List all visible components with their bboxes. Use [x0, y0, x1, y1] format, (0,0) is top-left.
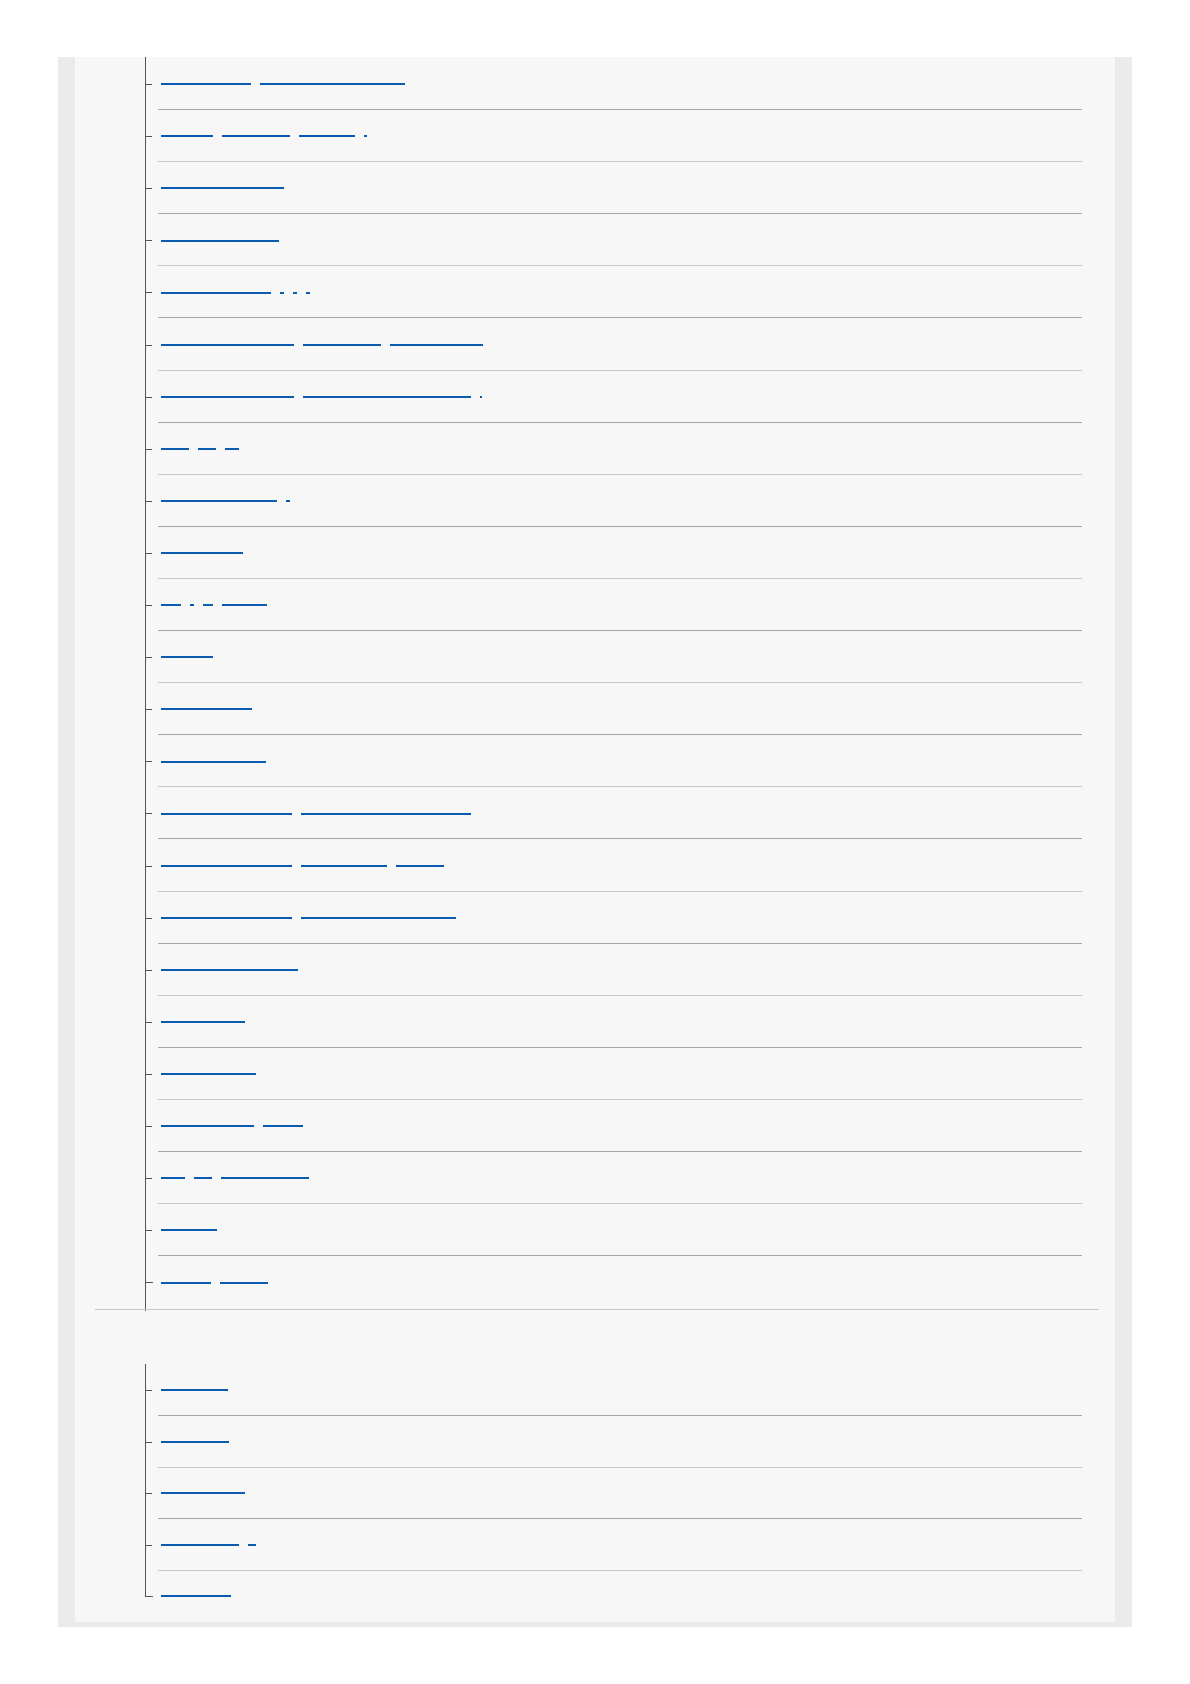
toc-link[interactable]: [161, 1580, 240, 1598]
toc-item: [145, 319, 1082, 371]
link-underline-segment: [480, 396, 482, 398]
toc-item: [145, 1467, 1082, 1519]
toc-item: [145, 58, 1082, 110]
link-underline-segment: [220, 1282, 268, 1284]
toc-item: [145, 475, 1082, 527]
link-underline-segment: [161, 1544, 239, 1546]
link-underline-segment: [306, 292, 310, 294]
link-underline-segment: [225, 448, 239, 450]
tree-branch: [145, 1442, 152, 1443]
link-underline-segment: [280, 292, 284, 294]
link-underline-segment: [286, 500, 290, 502]
toc-item: [145, 631, 1082, 683]
toc-item: [145, 735, 1082, 787]
link-underline-segment: [161, 1282, 211, 1284]
toc-item: [145, 1519, 1082, 1571]
toc-link[interactable]: [161, 693, 261, 711]
link-underline-segment: [221, 1177, 309, 1179]
link-underline-segment: [161, 1177, 185, 1179]
toc-item: [145, 423, 1082, 475]
link-underline-segment: [161, 761, 266, 763]
group-divider: [95, 1309, 1099, 1310]
toc-link[interactable]: [161, 1162, 318, 1180]
link-underline-segment: [161, 917, 292, 919]
toc-item: [145, 1152, 1082, 1204]
tree-branch: [145, 1570, 153, 1597]
toc-item: [145, 1256, 1082, 1308]
toc-item: [145, 579, 1082, 631]
tree-branch: [145, 501, 152, 502]
toc-link[interactable]: [161, 1529, 265, 1547]
tree-branch: [145, 397, 152, 398]
link-underline-segment: [263, 1125, 303, 1127]
link-underline-segment: [222, 135, 290, 137]
link-underline-segment: [301, 917, 456, 919]
link-underline-segment: [248, 1544, 256, 1546]
toc-item: [145, 266, 1082, 318]
toc-link[interactable]: [161, 276, 319, 294]
link-underline-segment: [161, 1125, 254, 1127]
tree-branch: [145, 1074, 152, 1075]
toc-link[interactable]: [161, 1214, 226, 1232]
toc-link[interactable]: [161, 1477, 254, 1495]
tree-branch: [145, 1493, 152, 1494]
link-underline-segment: [161, 1021, 245, 1023]
link-underline-segment: [161, 708, 252, 710]
link-underline-segment: [161, 135, 213, 137]
toc-item: [145, 371, 1082, 423]
link-underline-segment: [161, 83, 251, 85]
link-underline-segment: [303, 396, 471, 398]
tree-branch: [145, 657, 152, 658]
link-underline-segment: [161, 292, 271, 294]
tree-branch: [145, 240, 152, 241]
link-underline-segment: [161, 500, 277, 502]
link-underline-segment: [203, 604, 213, 606]
toc-link[interactable]: [161, 120, 376, 138]
tree-branch: [145, 292, 152, 293]
tree-branch: [145, 84, 152, 85]
toc-link[interactable]: [161, 485, 299, 503]
toc-item: [145, 1570, 1082, 1622]
tree-branch: [145, 866, 152, 867]
link-underline-segment: [161, 552, 243, 554]
link-underline-segment: [161, 1441, 229, 1443]
toc-link[interactable]: [161, 1266, 277, 1284]
toc-link[interactable]: [161, 589, 276, 607]
link-underline-segment: [303, 344, 381, 346]
link-underline-segment: [161, 1229, 217, 1231]
toc-link[interactable]: [161, 641, 222, 659]
toc-link[interactable]: [161, 433, 248, 451]
link-underline-segment: [161, 813, 292, 815]
toc-item: [145, 683, 1082, 735]
link-underline-segment: [364, 135, 367, 137]
tree-branch: [145, 918, 152, 919]
tree-branch: [145, 345, 152, 346]
link-underline-segment: [161, 1595, 231, 1597]
link-underline-segment: [161, 656, 213, 658]
tree-branch: [145, 709, 152, 710]
toc-item: [145, 527, 1082, 579]
tree-branch: [145, 761, 152, 762]
link-underline-segment: [194, 1177, 212, 1179]
tree-branch: [145, 813, 152, 814]
link-underline-segment: [161, 969, 298, 971]
toc-link[interactable]: [161, 1006, 254, 1024]
tree-branch: [145, 1390, 152, 1391]
tree-branch: [145, 449, 152, 450]
link-underline-segment: [396, 865, 444, 867]
link-underline-segment: [161, 240, 279, 242]
toc-link[interactable]: [161, 745, 275, 763]
tree-branch: [145, 1230, 152, 1231]
link-underline-segment: [293, 292, 297, 294]
link-underline-segment: [161, 344, 294, 346]
link-underline-segment: [161, 1073, 256, 1075]
toc-link[interactable]: [161, 850, 453, 868]
toc-item: [145, 840, 1082, 892]
link-underline-segment: [161, 396, 294, 398]
toc-item: [145, 1416, 1082, 1468]
toc-item: [145, 1204, 1082, 1256]
link-underline-segment: [161, 604, 181, 606]
page-frame: [58, 57, 1132, 1627]
toc-item: [145, 892, 1082, 944]
toc-item: [145, 214, 1082, 266]
link-underline-segment: [190, 604, 194, 606]
toc-link[interactable]: [161, 329, 492, 347]
tree-branch: [145, 188, 152, 189]
toc-link[interactable]: [161, 1374, 237, 1392]
link-underline-segment: [161, 1492, 245, 1494]
contents-panel: [75, 57, 1115, 1622]
toc-link[interactable]: [161, 68, 414, 86]
tree-branch: [145, 1256, 153, 1283]
tree-branch: [145, 136, 152, 137]
toc-link[interactable]: [161, 1426, 238, 1444]
link-underline-segment: [161, 1389, 228, 1391]
tree-branch: [145, 605, 152, 606]
toc-item: [145, 996, 1082, 1048]
link-underline-segment: [390, 344, 483, 346]
tree-branch: [145, 1126, 152, 1127]
toc-link[interactable]: [161, 902, 465, 920]
toc-item: [145, 1048, 1082, 1100]
link-underline-segment: [222, 604, 267, 606]
tree-branch: [145, 970, 152, 971]
link-underline-segment: [301, 865, 387, 867]
tree-branch: [145, 1178, 152, 1179]
toc-link[interactable]: [161, 224, 288, 242]
toc-link[interactable]: [161, 537, 252, 555]
toc-link[interactable]: [161, 797, 480, 815]
tree-branch: [145, 1022, 152, 1023]
toc-item: [145, 1100, 1082, 1152]
link-underline-segment: [161, 448, 189, 450]
toc-link[interactable]: [161, 381, 491, 399]
tree-branch: [145, 553, 152, 554]
toc-item: [145, 1364, 1082, 1416]
link-underline-segment: [299, 135, 355, 137]
toc-link[interactable]: [161, 1110, 312, 1128]
toc-item: [145, 110, 1082, 162]
tree-branch: [145, 1545, 152, 1546]
link-underline-segment: [198, 448, 216, 450]
toc-link[interactable]: [161, 954, 307, 972]
toc-item: [145, 162, 1082, 214]
link-underline-segment: [301, 813, 471, 815]
link-underline-segment: [161, 187, 284, 189]
toc-item: [145, 787, 1082, 839]
link-underline-segment: [260, 83, 405, 85]
toc-link[interactable]: [161, 172, 293, 190]
toc-item: [145, 944, 1082, 996]
link-underline-segment: [161, 865, 292, 867]
toc-link[interactable]: [161, 1058, 265, 1076]
